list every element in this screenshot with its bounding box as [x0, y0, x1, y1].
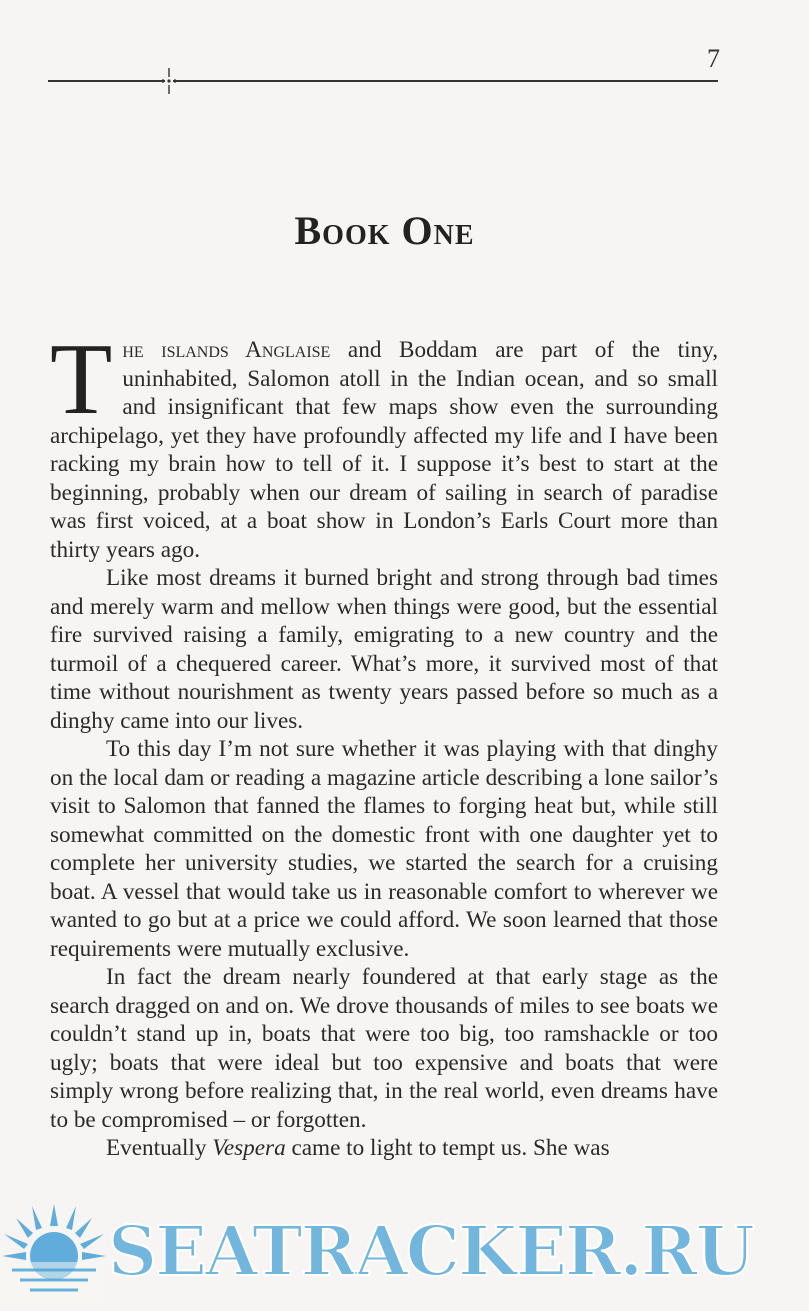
paragraph-1: [50, 323, 718, 564]
paragraph-5-start: Eventually: [106, 1135, 213, 1161]
rule-ornament: [154, 66, 184, 96]
paragraph-4: In fact the dream nearly foundered at that early stage as the search dragged on and on. We drove thousands of miles to see boats we couldn’t stand up in, boats that were too big, too ramshackle or too ugly; boats that were ideal but too expensive and boats that were simply wrong before realizing that, in the real world, even dreams have to be compromised – or forgotten.: [50, 964, 718, 1133]
watermark-text: SEATRACKER.RU: [108, 1212, 753, 1292]
page-number: 7: [707, 44, 720, 73]
lead-words: he islands Anglaise: [122, 337, 331, 363]
drop-cap: T: [50, 323, 113, 436]
chapter-title: Book One: [294, 207, 475, 253]
vessel-name: Vespera: [212, 1135, 286, 1161]
paragraph-5: [50, 1134, 718, 1163]
header-rule: [48, 80, 718, 82]
paragraph-1-text: and Boddam are part of the tiny, uninhabited, Salomon atoll in the Indian ocean, and so small and insignificant that few maps show even the surrounding archipelago, yet they have profoundly affected my life and I have been racking my brain how to tell of it. I suppose it’s best to start at the beginning, probably when our dream of sailing in search of paradise was first voiced, at a boat show in London’s Earls Court more than thirty years ago.: [50, 337, 718, 563]
paragraph-2: Like most dreams it burned bright and strong through bad times and merely warm and mellow when things were good, but the essential fire survived raising a family, emigrating to a new country and the turmoil of a chequered career. What’s more, it survived most of that time without nourishment as twenty years passed before so much as a dinghy came into our lives.: [50, 565, 718, 734]
paragraph-3: To this day I’m not sure whether it was playing with that dinghy on the local dam or reading a magazine article describing a lone sailor’s visit to Salomon that fanned the flames to forging heat but, while still somewhat committed on the domestic front with one daughter yet to complete her university studies, we started the search for a cruising boat. A vessel that would take us in reasonable comfort to wherever we wanted to go but at a price we could afford. We soon learned that those requirements were mutually exclusive.: [50, 736, 718, 962]
paragraph-5-end: came to light to tempt us. She was: [285, 1135, 610, 1161]
watermark-sun-icon: [2, 1200, 106, 1304]
body-text: [50, 323, 718, 1163]
